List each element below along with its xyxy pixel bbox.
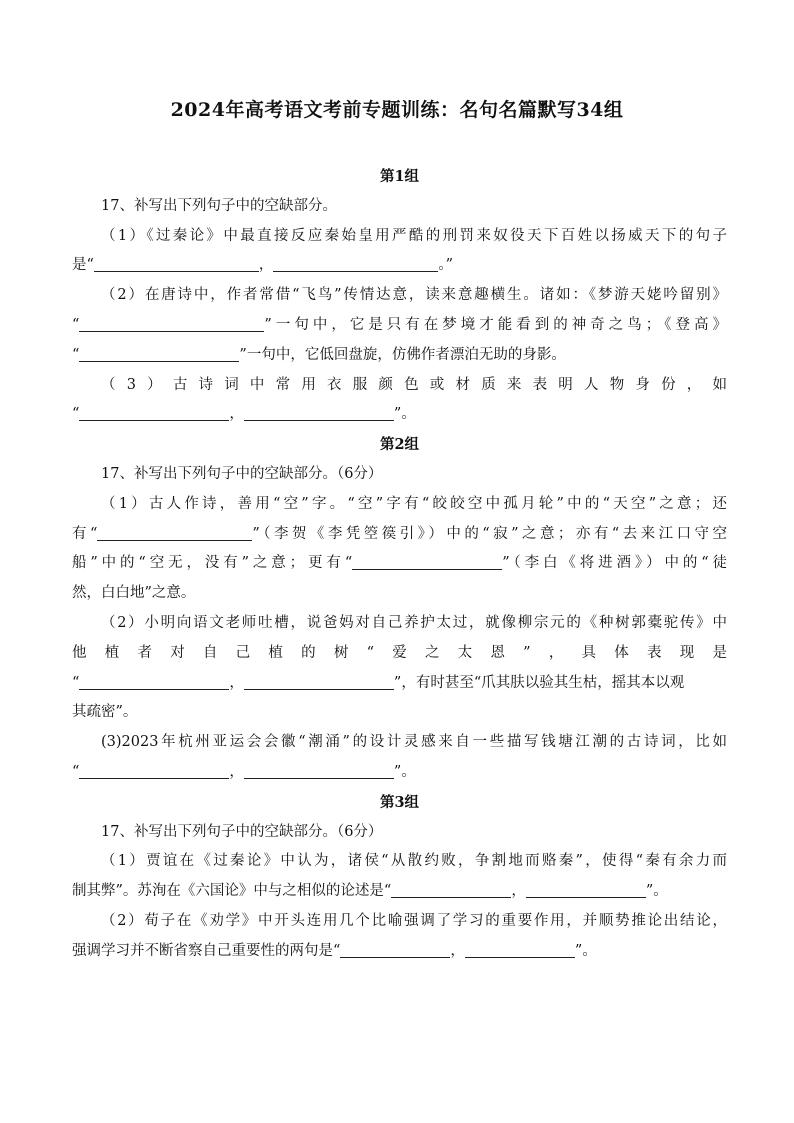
g3-item2-line2: 强调学习并不断省察自己重要性的两句是“ ， ”。 bbox=[72, 937, 727, 967]
answer-blank[interactable] bbox=[465, 940, 575, 958]
g3-item2-line1: （2）荀子在《劝学》中开头连用几个比喻强调了学习的重要作用，并顺势推论出结论， bbox=[101, 912, 727, 929]
g1-item2-line1: （2）在唐诗中，作者常借“飞鸟”传情达意，读来意趣横生。诸如：《梦游天姥吟留别》 bbox=[101, 287, 727, 304]
g2-item1-line1: （1）古人作诗，善用“空”字。“空”字有“皎皎空中孤月轮”中的“天空”之意；还 bbox=[101, 495, 727, 512]
g2-item2-line2: 他植者对自己植的树“爱之太恩”，具体表现是 bbox=[72, 644, 727, 661]
g1-item1-line1: （1）《过秦论》中最直接反应秦始皇用严酷的刑罚来奴役天下百姓以扬威天下的句子 bbox=[101, 227, 727, 244]
answer-blank[interactable] bbox=[526, 880, 646, 898]
answer-blank[interactable] bbox=[244, 672, 394, 690]
g2-item1-line4: 然，白白地”之意。 bbox=[72, 585, 196, 602]
group-2-question: 17、补写出下列句子中的空缺部分。（6分） bbox=[101, 465, 383, 482]
answer-blank[interactable] bbox=[244, 403, 394, 421]
answer-blank[interactable] bbox=[340, 940, 450, 958]
group-1-question: 17、补写出下列句子中的空缺部分。 bbox=[101, 197, 337, 214]
g1-item2-line3: “ ”一句中，它低回盘旋，仿佛作者漂泊无助的身影。 bbox=[72, 341, 727, 371]
g3-item1-line1: （1）贾谊在《过秦论》中认为，诸侯“从散约败，争割地而赂秦”，使得“秦有余力而 bbox=[101, 853, 727, 870]
document-body bbox=[72, 162, 727, 967]
group-3-question: 17、补写出下列句子中的空缺部分。（6分） bbox=[101, 823, 383, 840]
answer-blank[interactable] bbox=[352, 552, 502, 570]
page-title: 2024年高考语文考前专题训练：名句名篇默写34组 bbox=[170, 99, 624, 121]
answer-blank[interactable] bbox=[79, 314, 264, 332]
g2-item2-line1: （2）小明向语文老师吐槽，说爸妈对自己养护太过，就像柳宗元的《种树郭橐驼传》中 bbox=[101, 614, 727, 631]
group-3-title: 第3组 bbox=[379, 793, 420, 811]
g2-item1-line3: 船”中的“空无，没有”之意；更有“ ”（李白《将进酒》）中的“徒 bbox=[72, 549, 727, 579]
g1-item3-line2: “ ， ”。 bbox=[72, 400, 727, 430]
g2-item2-line3: “ ， ”，有时甚至“爪其肤以验其生枯，摇其本以观 bbox=[72, 669, 727, 699]
answer-blank[interactable] bbox=[79, 403, 229, 421]
answer-blank[interactable] bbox=[391, 880, 511, 898]
g1-item3-line1: （3）古诗词中常用衣服颜色或材质来表明人物身份，如 bbox=[101, 376, 727, 393]
answer-blank[interactable] bbox=[244, 761, 394, 779]
g2-item3-line2: “ ， ”。 bbox=[72, 758, 727, 788]
g2-item2-line4: 其疏密”。 bbox=[72, 704, 138, 721]
answer-blank[interactable] bbox=[273, 254, 438, 272]
answer-blank[interactable] bbox=[79, 344, 239, 362]
answer-blank[interactable] bbox=[79, 672, 229, 690]
group-1-title: 第1组 bbox=[379, 168, 420, 185]
group-2-title: 第2组 bbox=[379, 436, 420, 454]
g2-item3-line1: (3)2023年杭州亚运会会徽“潮涌”的设计灵感来自一些描写钱塘江潮的古诗词，比如 bbox=[101, 734, 727, 751]
answer-blank[interactable] bbox=[97, 523, 252, 541]
answer-blank[interactable] bbox=[94, 254, 259, 272]
g2-item1-line2: 有“ ”（李贺《李凭箜篌引》）中的“寂”之意；亦有“去来江口守空 bbox=[72, 520, 727, 550]
g3-item1-line2: 制其弊”。苏洵在《六国论》中与之相似的论述是“ ， ”。 bbox=[72, 877, 727, 907]
g1-item1-line2: 是“ ， 。” bbox=[72, 251, 727, 281]
g1-item2-line2: “ ”一句中，它是只有在梦境才能看到的神奇之鸟；《登高》 bbox=[72, 311, 727, 341]
answer-blank[interactable] bbox=[79, 761, 229, 779]
